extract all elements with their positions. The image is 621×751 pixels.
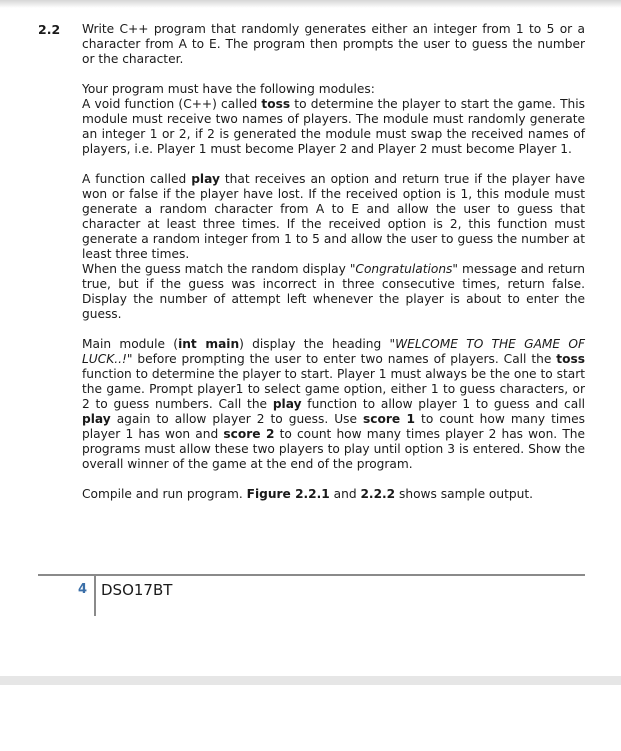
intro-paragraph: Write C++ program that randomly generates either an integer from 1 to 5 or a character from A to E. The program then prompts the user to guess the number or the character. [82,22,585,66]
play-keyword: play [272,397,302,411]
figure-reference: 2.2.2 [360,487,396,501]
footer-divider [94,576,96,616]
congratulations-text: "Congratulations" [349,262,458,276]
compile-paragraph: Compile and run program. Figure 2.2.1 and 2.2.2 shows sample output. [82,487,534,501]
score2-keyword: score 2 [223,427,275,441]
module-code: DSO17BT [101,581,173,599]
toss-keyword: toss [261,97,291,111]
play-result-paragraph: When the guess match the random display "Congratulations" message and return true, but if the guess was incorrect in three consecutive times, return false. Display the number of attempt left whenever the player is about to enter the guess. [82,262,585,321]
toss-paragraph: A void function (C++) called toss to determine the player to start the game. This module must receive two names of players. The module must randomly generate an integer 1 or 2, if 2 is generated the module must swap the received names of players, i.e. Player 1 must become Player 2 and Player 2 must become Player 1. [82,97,585,156]
play-keyword: play [191,172,220,186]
score1-keyword: score 1 [363,412,416,426]
figure-reference: Figure 2.2.1 [246,487,330,501]
page-bottom-band [0,676,621,685]
int-main-keyword: int main [178,337,240,351]
top-page-edge [0,0,621,8]
game-heading-text: WELCOME TO THE GAME OF LUCK..! [82,337,585,366]
question-number: 2.2 [38,22,61,37]
page-number: 4 [78,582,88,597]
play-keyword: play [82,412,111,426]
play-paragraph: A function called play that receives an option and return true if the player have won or false if the player have lost. If the received option is 1, this module must generate a random character from A to E and allow the user to guess that character at least three times. If the received option is 2, this function must generate a random integer from 1 to 5 and allow the user to guess the number at least three times. [82,172,585,261]
toss-keyword: toss [556,352,585,366]
modules-heading: Your program must have the following modules: [82,82,375,96]
footer-rule [38,574,585,576]
question-body [82,22,585,502]
main-paragraph: Main module (int main) display the heading "WELCOME TO THE GAME OF LUCK..!" before prompting the user to enter two names of players. Call the toss function to determine the player to start. Player 1 must always be the one to start the game. Prompt player1 to select game option, either 1 to guess characters, or 2 to guess numbers. Call the play function to allow player 1 to guess and call play again to allow player 2 to guess. Use score 1 to count how many times player 1 has won and score 2 to count how many times player 2 has won. The programs must allow these two players to play until option 3 is entered. Show the overall winner of the game at the end of the program. [82,337,585,471]
